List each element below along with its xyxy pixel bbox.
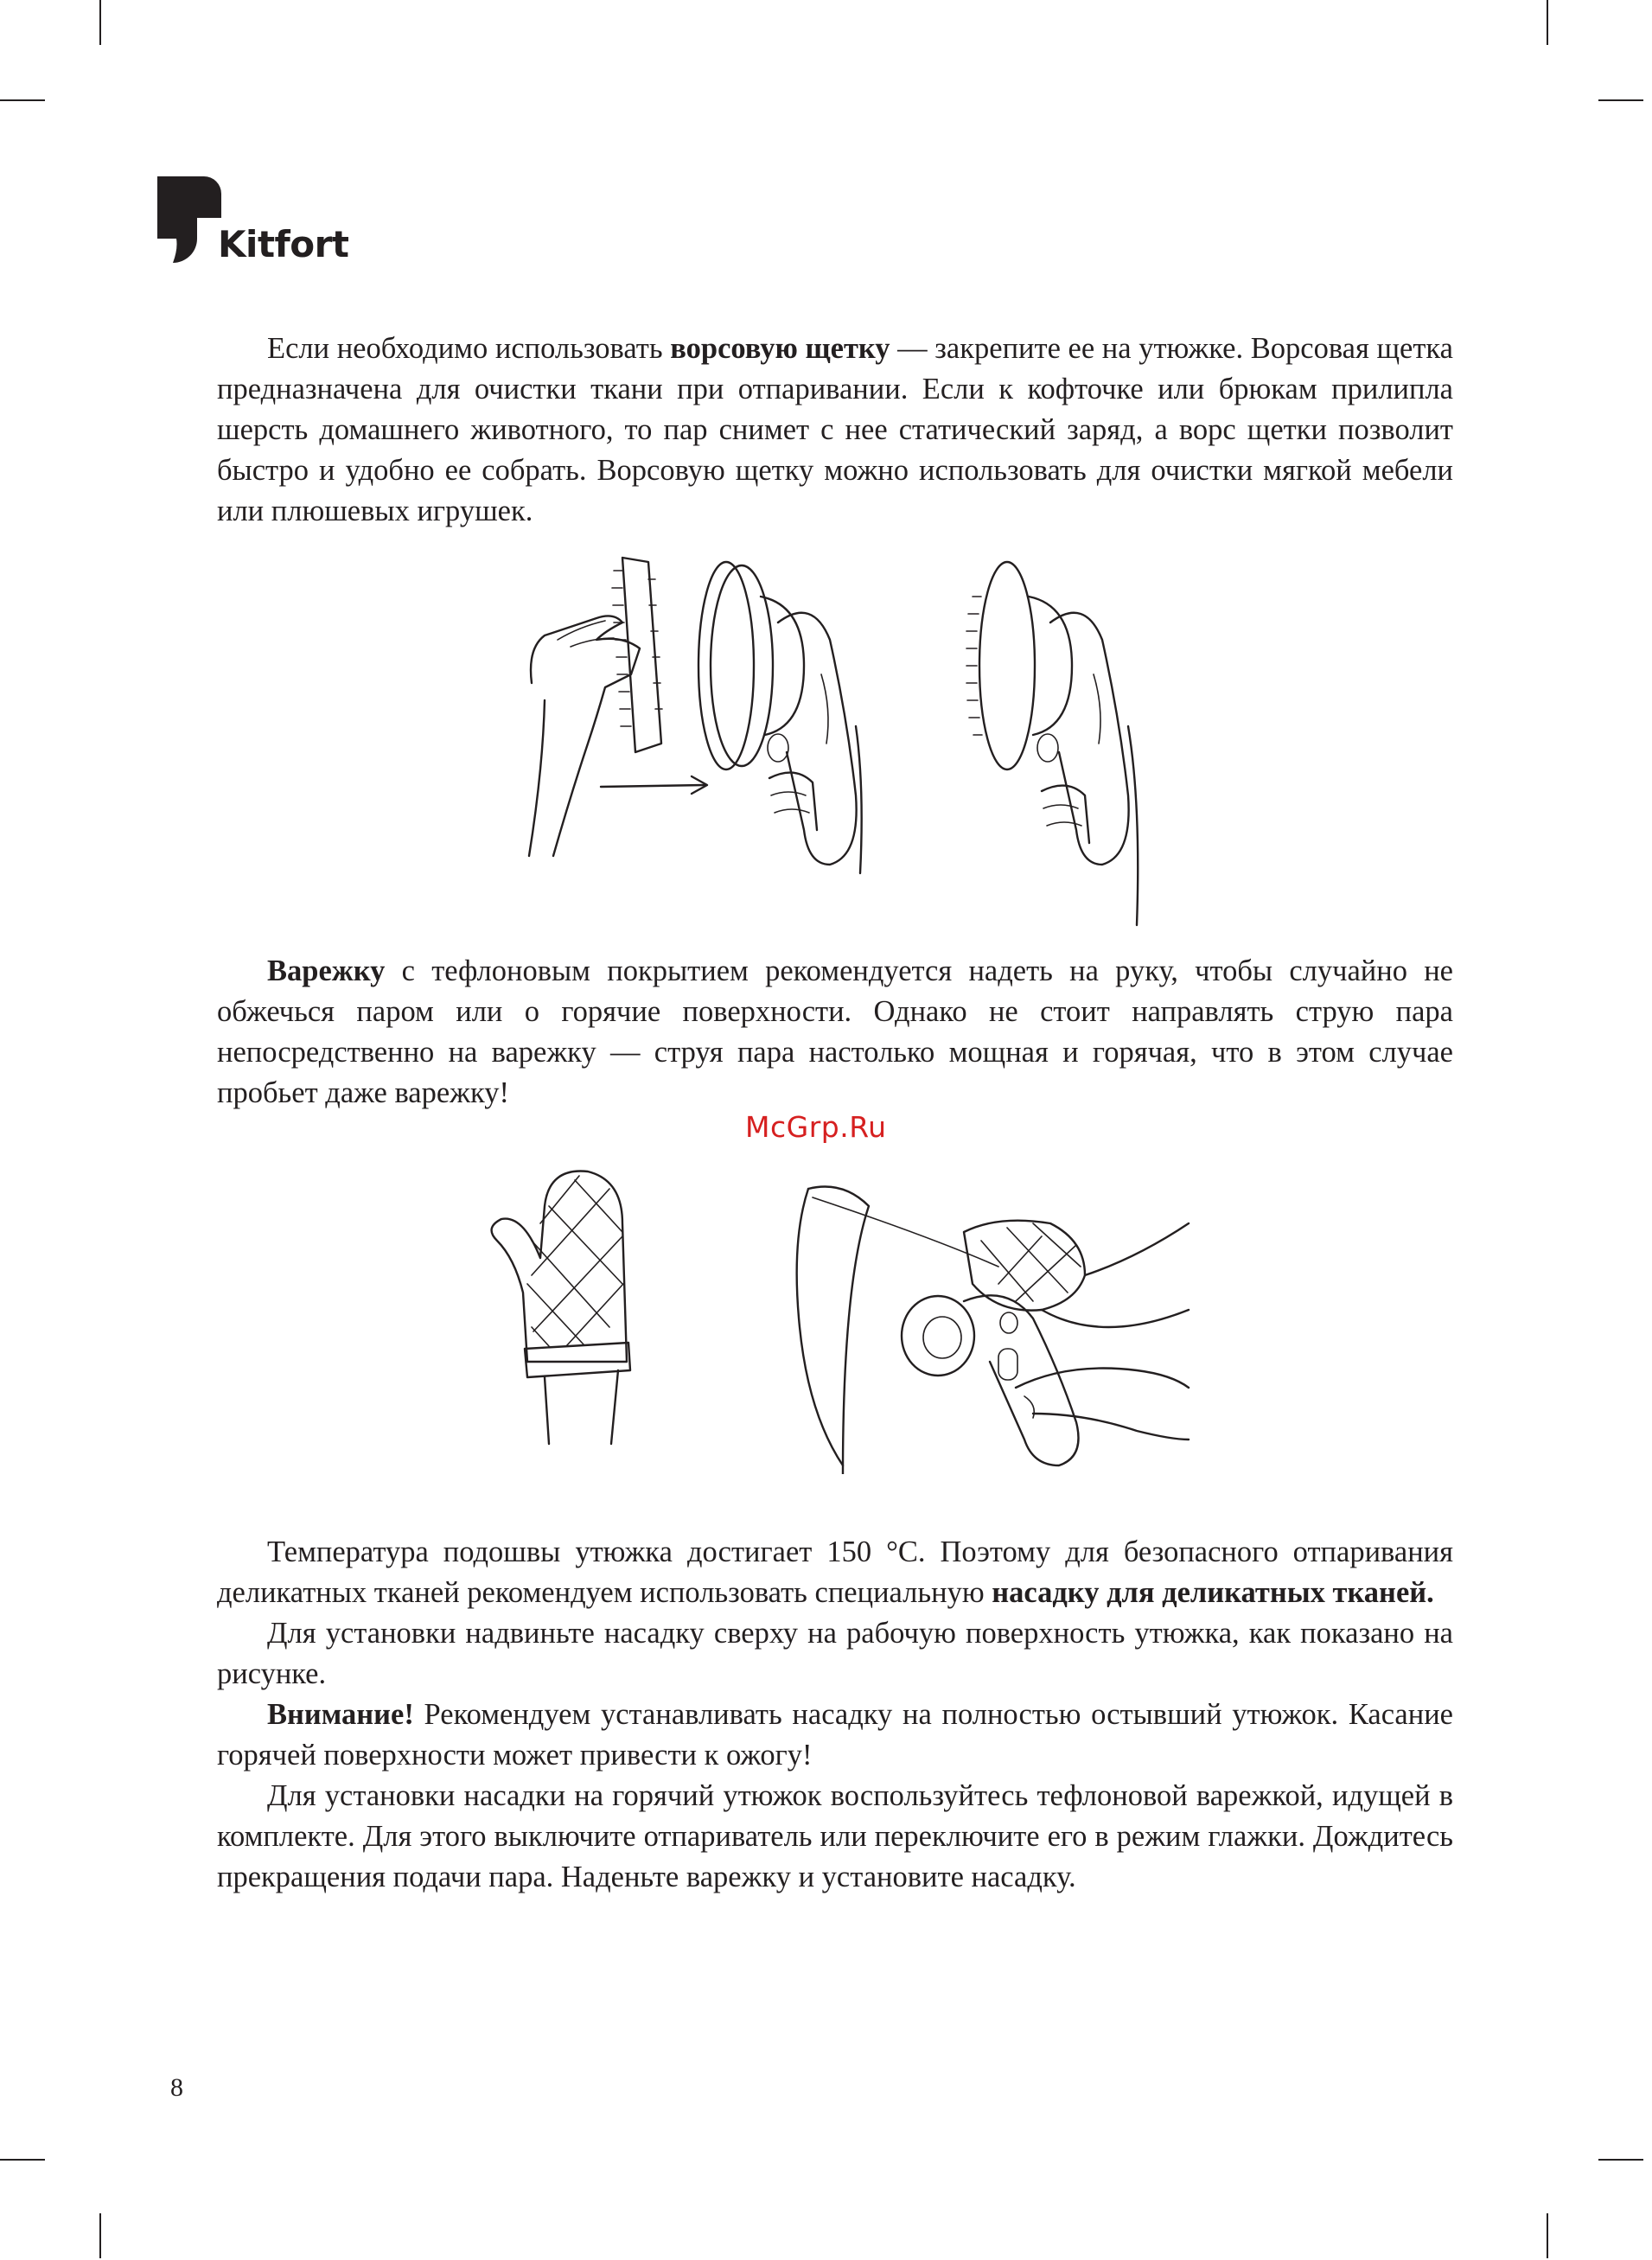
crop-mark — [1547, 2213, 1548, 2258]
text: — закрепите ее на утюжке. Ворсовая щетка предназначена для очистки ткани при отпаривании. Если к кофточке или брюкам прилипла шерсть домашнего животного, то пар снимет с нее статический заряд, а ворс щетки позволит быстро и удобно ее собрать. Ворсовую щетку можно использовать для очистки мягкой мебели или плюшевых игрушек. — [217, 332, 1453, 527]
crop-mark — [1598, 2159, 1643, 2161]
text: Для установки надвиньте насадку сверху на рабочую поверхность утюжка, как показано на рисунке. — [217, 1617, 1453, 1690]
crop-mark — [99, 2213, 101, 2258]
page-number: 8 — [170, 2073, 183, 2102]
text: с тефлоновым покрытием рекомендуется надеть на руку, чтобы случайно не обжечься паром или о горячие поверхности. Однако не стоит направлять струю пара непосредственно на варежку — струя пара настолько мощная и горячая, что в этом случае пробьет даже варежку! — [217, 954, 1453, 1109]
bold-term: ворсовую щетку — [670, 332, 890, 365]
text: Рекомендуем устанавливать насадку на полностью остывший утюжок. Касание горячей поверхности может привести к ожогу! — [217, 1698, 1453, 1772]
paragraph-mitt — [217, 951, 1453, 1114]
crop-mark — [0, 99, 45, 101]
bold-term: насадку для деликатных тканей. — [992, 1576, 1434, 1609]
crop-mark — [99, 0, 101, 45]
brush-attachment-illustration — [519, 545, 1202, 934]
crop-mark — [1598, 99, 1643, 101]
logo-mark-icon — [156, 173, 225, 265]
paragraph-brush — [217, 329, 1453, 532]
crop-mark — [0, 2159, 45, 2161]
warning-label: Внимание! — [267, 1698, 414, 1731]
paragraph-delicate-nozzle — [217, 1532, 1453, 1898]
text: Для установки насадки на горячий утюжок воспользуйтесь тефлоновой варежкой, идущей в комплекте. Для этого выключите отпариватель или переключите его в режим глажки. Дождитесь прекращения подачи пара. Наденьте варежку и установите насадку. — [217, 1779, 1453, 1893]
mitt-illustration — [480, 1154, 1206, 1474]
brand-logo — [156, 173, 349, 268]
text: Температура подошвы утюжка достигает 150 °C. Поэтому для безопасного отпаривания деликатных тканей рекомендуем использовать специальную — [217, 1535, 1453, 1609]
watermark: McGrp.Ru — [745, 1110, 887, 1144]
brand-name: Kitfort — [218, 223, 349, 265]
text: Если необходимо использовать — [267, 332, 671, 365]
bold-term: Варежку — [267, 954, 386, 987]
crop-mark — [1547, 0, 1548, 45]
